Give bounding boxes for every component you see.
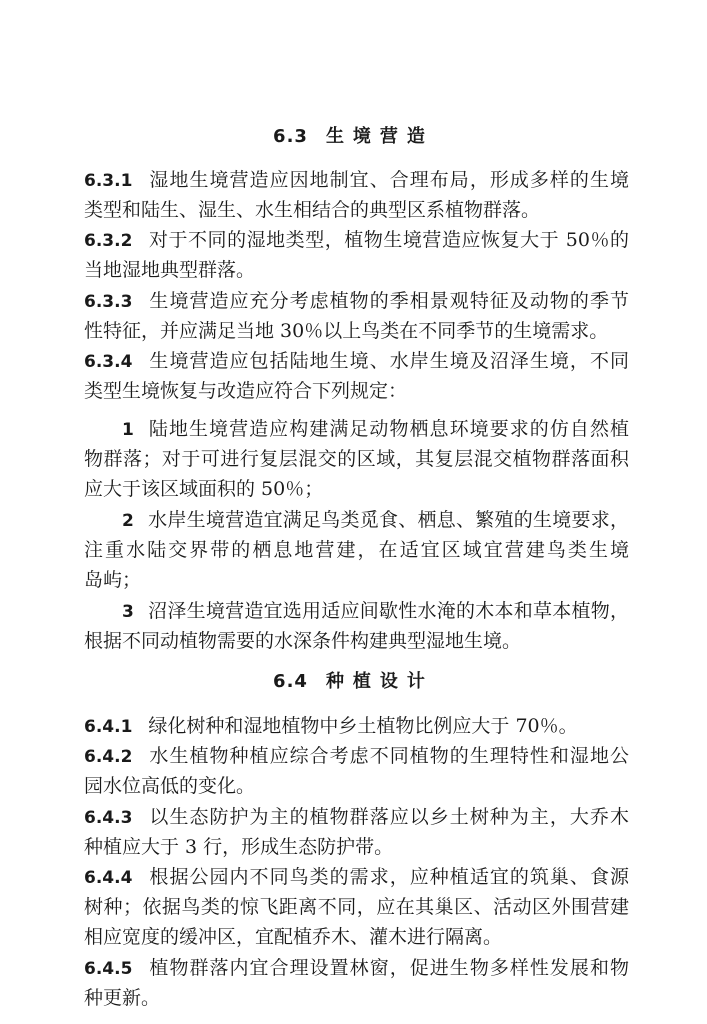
clause-text: 水生植物种植应综合考虑不同植物的生理特性和湿地公 <box>148 745 629 767</box>
clause-line <box>84 741 629 771</box>
clause-number: 6.3.2 <box>84 231 133 251</box>
section-number: 6.3 <box>273 126 308 147</box>
section-heading-6-4 <box>0 669 707 695</box>
list-item-line <box>122 414 629 444</box>
clause-line <box>84 832 629 862</box>
clause-text: 对于不同的湿地类型，植物生境营造应恢复大于 50％的 <box>148 229 629 251</box>
clause-text: 类型生境恢复与改造应符合下列规定： <box>84 380 408 402</box>
clause-text: 树种；依据鸟类的惊飞距离不同，应在其巢区、活动区外围营建 <box>84 896 629 918</box>
list-item-line <box>84 626 629 656</box>
clause-line <box>84 286 629 316</box>
clause-line <box>84 225 629 255</box>
clause-line <box>84 892 629 922</box>
item-text: 应大于该区域面积的 50％； <box>84 478 324 500</box>
clause-number: 6.3.4 <box>84 352 133 372</box>
clause-number: 6.4.4 <box>84 868 133 888</box>
clause-line <box>84 195 629 225</box>
clause-line <box>84 165 629 195</box>
clause-line <box>84 983 629 1013</box>
clause-number: 6.4.3 <box>84 808 133 828</box>
clause-text: 植物群落内宜合理设置林窗，促进生物多样性发展和物 <box>148 957 629 979</box>
item-text: 陆地生境营造应构建满足动物栖息环境要求的仿自然植 <box>147 418 629 440</box>
list-item-line <box>122 596 629 626</box>
list-item-line <box>122 505 629 535</box>
item-number: 1 <box>122 420 134 440</box>
clause-text: 根据公园内不同鸟类的需求，应种植适宜的筑巢、食源 <box>148 866 629 888</box>
item-text: 沼泽生境营造宜选用适应间歇性水淹的木本和草本植物， <box>147 600 629 622</box>
clause-number: 6.4.1 <box>84 717 133 737</box>
clause-text: 以生态防护为主的植物群落应以乡土树种为主，大乔木 <box>148 806 629 828</box>
clause-text: 生境营造应充分考虑植物的季相景观特征及动物的季节 <box>148 290 629 312</box>
list-item-line <box>84 474 629 504</box>
clause-number: 6.3.3 <box>84 292 133 312</box>
clause-text: 园水位高低的变化。 <box>84 775 256 797</box>
list-item-line <box>84 565 629 595</box>
clause-text: 种植应大于 3 行，形成生态防护带。 <box>84 836 394 858</box>
clause-line <box>84 802 629 832</box>
clause-text: 当地湿地典型群落。 <box>84 259 256 281</box>
list-item-line <box>84 535 629 565</box>
item-text: 岛屿； <box>84 569 142 591</box>
clause-line <box>84 862 629 892</box>
clause-text: 湿地生境营造应因地制宜、合理布局，形成多样的生境 <box>148 169 629 191</box>
clause-text: 类型和陆生、湿生、水生相结合的典型区系植物群落。 <box>84 199 541 221</box>
clause-line <box>84 346 629 376</box>
list-item-line <box>84 444 629 474</box>
clause-line <box>84 711 629 741</box>
clause-line <box>84 376 629 406</box>
clause-number: 6.4.5 <box>84 959 133 979</box>
clause-number: 6.4.2 <box>84 747 133 767</box>
clause-line <box>84 316 629 346</box>
item-number: 2 <box>122 511 134 531</box>
item-text: 注重水陆交界带的栖息地营建，在适宜区域宜营建鸟类生境 <box>84 539 629 561</box>
item-text: 根据不同动植物需要的水深条件构建典型湿地生境。 <box>84 630 522 652</box>
clause-text: 绿化树种和湿地植物中乡土植物比例应大于 70％。 <box>148 715 578 737</box>
section-number: 6.4 <box>273 671 308 692</box>
clause-text: 性特征，并应满足当地 30％以上鸟类在不同季节的生境需求。 <box>84 320 609 342</box>
item-text: 物群落；对于可进行复层混交的区域，其复层混交植物群落面积 <box>84 448 629 470</box>
clause-text: 相应宽度的缓冲区，宜配植乔木、灌木进行隔离。 <box>84 926 503 948</box>
clause-line <box>84 953 629 983</box>
clause-text: 生境营造应包括陆地生境、水岸生境及沼泽生境，不同 <box>148 350 629 372</box>
clause-number: 6.3.1 <box>84 171 133 191</box>
clause-text: 种更新。 <box>84 987 161 1009</box>
clause-line <box>84 922 629 952</box>
section-title: 种植设计 <box>325 671 434 692</box>
item-number: 3 <box>122 602 134 622</box>
clause-line <box>84 255 629 285</box>
item-text: 水岸生境营造宜满足鸟类觅食、栖息、繁殖的生境要求， <box>147 509 629 531</box>
section-title: 生境营造 <box>325 126 434 147</box>
section-heading-6-3 <box>0 124 707 150</box>
clause-line <box>84 771 629 801</box>
